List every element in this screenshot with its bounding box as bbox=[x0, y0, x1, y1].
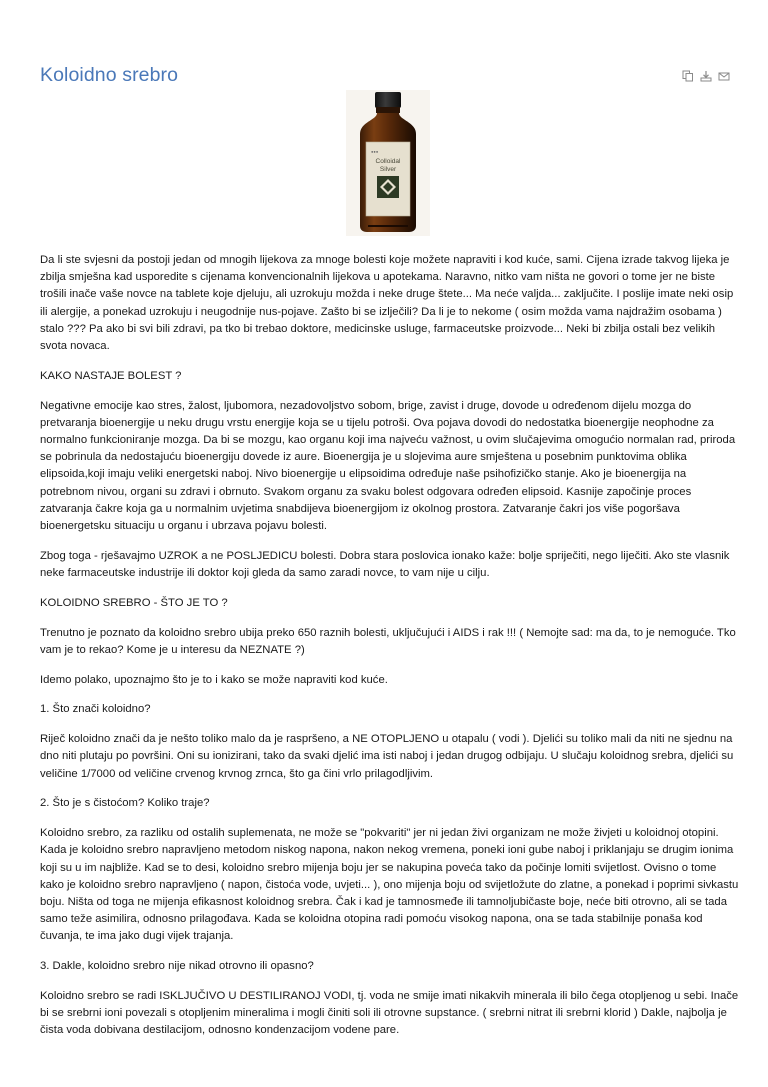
article-body bbox=[40, 252, 740, 1052]
header-icons bbox=[682, 70, 730, 82]
copy-icon[interactable] bbox=[682, 70, 694, 82]
bottle-label-line2: Silver bbox=[379, 166, 397, 173]
paragraph-11: Koloidno srebro, za razliku od ostalih suplemenata, ne može se "pokvariti" jer ni jedan živi organizam ne može živjeti u koloidnoj otopini. Kada je koloidno srebro napravljeno metodom niskog napona, nakon nekog vremena, poneki ioni gube naboj i priklanjaju se drugim ionima koji su u im najbliže. Kad se to desi, koloidno srebro mijenja boju jer se nakupina poveća tako da počinje lomiti svijetlost. Ovisno o tome kako je koloidno srebro napravljeno ( napon, čistoća vode, uvjeti... ), ono mijenja boju od svijetložute do zlatne, a ponekad i poprimi sivkastu boju. Ništa od toga ne mijenja efikasnost koloidnog srebra. Čak i kad je tamnosmeđe ili tamnoljubičaste boje, neće biti otrovno, ali se tada samo teže asimilira, odnosno prilagođava. Kada se koloidna otopina radi pomoću visokog napona, ona se tada stabilnije ponaša kod čuvanja, te ima jako dugi vijek trajanja. bbox=[40, 827, 739, 943]
svg-text:●●●: ●●● bbox=[371, 149, 379, 154]
paragraph-4: Zbog toga - rješavajmo UZROK a ne POSLJEDICU bolesti. Dobra stara poslovica ionako kaže: bolje spriječiti, nego liječiti. Ako ste vlasnik neke farmaceutske industrije ili doktor koji gleda da samo zaradi novce, to vam nije u cilju. bbox=[40, 549, 730, 580]
paragraph-6: Trenutno je poznato da koloidno srebro ubija preko 650 raznih bolesti, uključujući i AIDS i rak !!! ( Nemojte sad: ma da, to je nemoguće. Tko vam je to rekao? Kome je u interesu da NEZNATE ?) bbox=[40, 626, 736, 656]
paragraph-8: 1. Što znači koloidno? bbox=[40, 703, 151, 716]
paragraph-2: KAKO NASTAJE BOLEST ? bbox=[40, 369, 182, 382]
colloidal-silver-bottle-image bbox=[346, 90, 430, 236]
paragraph-3: Negativne emocije kao stres, žalost, ljubomora, nezadovoljstvo sobom, brige, zavist i druge, dovode u određenom dijelu mozga do pretvaranja bioenergije u neku drugu vrstu energije koja se u tijelu potroši. Ova pojava dovodi do nedostatka bioenergije neophodne za normalno funkcioniranje mozga. Da bi se mozgu, kao organu koji ima najveću važnost, u ovim slučajevima omogućio normalan rad, priroda se pobrinula da nedostajuću bioenergiju dovede iz aure. Bioenergija je u slojevima aure smještena u posebnim punktovima oblika elipsoida,koji imaju veliki energetski naboj. Nivo bioenergije u elipsoidima određuje naše psihofizičko stanje. Ako je bioenergija na potrebnom nivou, organi su zdravi i obrnuto. Svakom organu za svaku bolest odgovara određen elipsoid. Kasnije započinje proces zatvaranja čakre koja ga u normalnim uvjetima snabdijeva bioenergijom iz okolnog prostora. Zatvaranje čakri jos više pogoršava bioenergetsku situaciju u organu i ubrzava pojavu bolesti. bbox=[40, 399, 736, 533]
paragraph-1: Da li ste svjesni da postoji jedan od mnogih lijekova za mnoge bolesti koje možete napraviti i kod kuće, sami. Cijena izrade takvog lijeka je zbilja smješna kad usporedite s cijenama konvencionalnih lijekova u apotekama. Naravno, nitko vam ništa ne govori o tome jer ne biste trošili inače vaše novce na tablete koje djeluju, ali uzrokuju možda i neke druge štete... Ma neće valjda... zaključite. I poslije imate neki osip ili alergije, a ponekad uzrokuju i neugodnije nus-pojave. Zašto bi se izlječili? Da li je to nekome ( osim možda vama najdražim osobama ) stalo ??? Pa ako bi svi bili zdravi, pa tko bi trebao doktore, medicinske usluge, farmaceutske proizvode... Neki bi zbilja ostali bez velikih svota novaca. bbox=[40, 254, 734, 353]
paragraph-12: 3. Dakle, koloidno srebro nije nikad otrovno ili opasno? bbox=[40, 960, 314, 973]
page-title: Koloidno srebro bbox=[40, 64, 179, 86]
paragraph-10: 2. Što je s čistoćom? Koliko traje? bbox=[40, 797, 210, 810]
download-icon[interactable] bbox=[700, 70, 712, 82]
paragraph-9: Riječ koloidno znači da je nešto toliko malo da je raspršeno, a NE OTOPLJENO u otapalu ( vodi ). Djelići su toliko mali da niti ne sjednu na dno niti plutaju po površini. Oni su ionizirani, tako da svaki djelić ima isti naboj i jedan drugog odbijaju. U slučaju koloidnog srebra, djelići su veličine 1/7000 od veličine crvenog krvnog zrnca, što ga čini vrlo prilagodljivim. bbox=[40, 733, 734, 780]
email-icon[interactable] bbox=[718, 70, 730, 82]
bottle-label-line1: Colloidal bbox=[375, 158, 401, 165]
paragraph-13: Koloidno srebro se radi ISKLJUČIVO U DESTILIRANOJ VODI, tj. voda ne smije imati nikakvih minerala ili bilo čega otopljenog u sebi. Inače bi se srebrni ioni povezali s otopljenim mineralima i mogli činiti soli ili otrovne supstance. ( srebrni nitrat ili srebrni klorid ) Dakle, najbolja je čista voda dobivana destilacijom, odnosno kondenzacijom vodene pare. bbox=[40, 990, 739, 1037]
paragraph-5: KOLOIDNO SREBRO - ŠTO JE TO ? bbox=[40, 596, 228, 609]
paragraph-7: Idemo polako, upoznajmo što je to i kako se može napraviti kod kuće. bbox=[40, 673, 388, 686]
